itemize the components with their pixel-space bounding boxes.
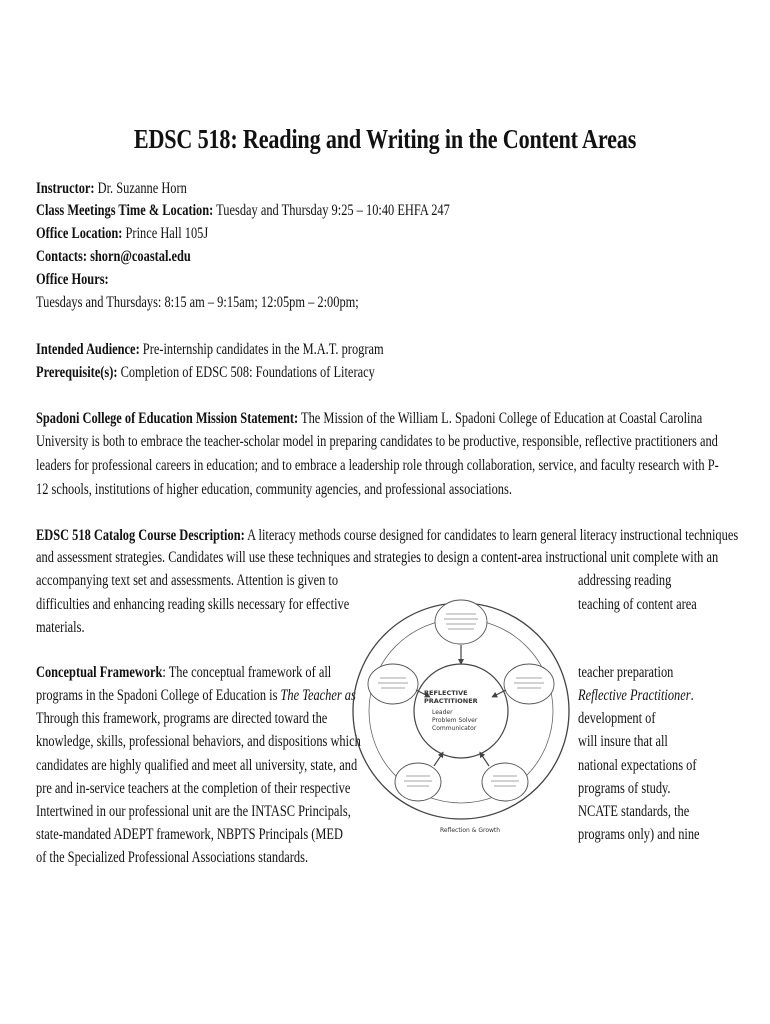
framework-right-2 xyxy=(578,687,694,705)
prereq-line xyxy=(36,364,375,382)
mission-line-3: leaders for professional careers in education; and to embrace a leadership role through collaboration, service, and faculty research with P- xyxy=(36,457,719,474)
center-role-1: Leader xyxy=(432,709,453,716)
framework-line-6: pre and in-service teachers at the completion of their respective xyxy=(36,780,351,797)
framework-label: Conceptual Framework xyxy=(36,664,163,681)
instructor-label: Instructor: xyxy=(36,180,95,197)
instructor-value: Dr. Suzanne Horn xyxy=(97,180,187,197)
center-role-2: Problem Solver xyxy=(432,717,478,724)
catalog-line-2: and assessment strategies. Candidates will use these techniques and strategies to design a content-area instructional unit complete with an xyxy=(36,549,719,566)
arrow-bottom-right xyxy=(481,754,489,766)
framework-line-9: of the Specialized Professional Associations standards. xyxy=(36,849,309,866)
center-circle xyxy=(414,664,508,758)
audience-label: Intended Audience: xyxy=(36,341,140,358)
office-line xyxy=(36,225,208,243)
framework-right-6: programs of study. xyxy=(578,780,671,797)
catalog-left-3: materials. xyxy=(36,619,85,636)
catalog-right-2: teaching of content area xyxy=(578,596,697,613)
mission-line-4: 12 schools, institutions of higher education, community agencies, and professional associations. xyxy=(36,481,512,498)
catalog-left-2: difficulties and enhancing reading skills necessary for effective xyxy=(36,596,350,613)
right-blob xyxy=(504,664,554,704)
catalog-right-1: addressing reading xyxy=(578,572,672,589)
contacts-line xyxy=(36,248,191,266)
framework-right-4: will insure that all xyxy=(578,733,668,750)
catalog-left-1: accompanying text set and assessments. Attention is given to xyxy=(36,572,339,589)
framework-line-8: state-mandated ADEPT framework, NBPTS Principals (MED xyxy=(36,826,343,843)
center-title-1: REFLECTIVE xyxy=(424,689,468,697)
meetings-value: Tuesday and Thursday 9:25 – 10:40 EHFA 247 xyxy=(216,202,450,219)
office-label: Office Location: xyxy=(36,225,123,242)
contacts-email[interactable]: shorn@coastal.edu xyxy=(90,248,191,265)
audience-value: Pre-internship candidates in the M.A.T. program xyxy=(142,341,384,358)
top-blob xyxy=(435,600,487,644)
contacts-label: Contacts: xyxy=(36,248,87,265)
prereq-value: Completion of EDSC 508: Foundations of Literacy xyxy=(120,364,375,381)
framework-diagram xyxy=(350,570,572,852)
office-value: Prince Hall 105J xyxy=(125,225,209,242)
office-hours-heading xyxy=(36,271,109,289)
framework-right-3: development of xyxy=(578,710,656,727)
catalog-label: EDSC 518 Catalog Course Description: xyxy=(36,527,245,544)
framework-right-8: programs only) and nine xyxy=(578,826,700,843)
left-blob xyxy=(368,664,418,704)
office-hours-label: Office Hours: xyxy=(36,271,109,288)
framework-line-1 xyxy=(36,664,331,682)
framework-right-5: national expectations of xyxy=(578,757,697,774)
instructor-line xyxy=(36,180,187,198)
mission-text-1: The Mission of the William L. Spadoni College of Education at Coastal Carolina xyxy=(301,410,703,427)
framework-line-2 xyxy=(36,687,356,705)
framework-line-3: Through this framework, programs are directed toward the xyxy=(36,710,328,727)
meetings-label: Class Meetings Time & Location: xyxy=(36,202,214,219)
framework-text-1: : The conceptual framework of all xyxy=(162,664,332,681)
framework-italic-2: Reflective Practitioner xyxy=(578,687,691,704)
catalog-line-1 xyxy=(36,527,738,545)
center-role-3: Communicator xyxy=(432,725,477,732)
framework-right-1: teacher preparation xyxy=(578,664,674,681)
page-title: EDSC 518: Reading and Writing in the Content Areas xyxy=(133,124,637,154)
framework-line-7: Intertwined in our professional unit are the INTASC Principals, xyxy=(36,803,351,820)
framework-line-4: knowledge, skills, professional behaviors, and dispositions which xyxy=(36,733,361,750)
framework-italic-1: The Teacher as xyxy=(280,687,356,704)
catalog-text-1: A literacy methods course designed for candidates to learn general literacy instructional techniques xyxy=(247,527,739,544)
bottom-right-blob xyxy=(482,763,528,801)
office-hours-value: Tuesdays and Thursdays: 8:15 am – 9:15am; 12:05pm – 2:00pm; xyxy=(36,294,359,311)
bottom-left-blob xyxy=(395,763,441,801)
framework-text-2: programs in the Spadoni College of Education is xyxy=(36,687,281,704)
mission-line-2: University is both to embrace the teacher-scholar model in preparing candidates to be productive, responsible, reflective practitioners and xyxy=(36,433,718,450)
meetings-line xyxy=(36,202,450,220)
mission-line-1 xyxy=(36,410,702,428)
framework-right-2-end: . xyxy=(690,687,694,704)
framework-line-5: candidates are highly qualified and meet all university, state, and xyxy=(36,757,358,774)
framework-right-7: NCATE standards, the xyxy=(578,803,690,820)
audience-line xyxy=(36,341,384,359)
arrow-bottom-left xyxy=(434,754,442,766)
prereq-label: Prerequisite(s): xyxy=(36,364,118,381)
mission-label: Spadoni College of Education Mission Statement: xyxy=(36,410,299,427)
center-title-2: PRACTITIONER xyxy=(424,697,478,705)
ring-label-bottom: Reflection & Growth xyxy=(440,827,501,834)
